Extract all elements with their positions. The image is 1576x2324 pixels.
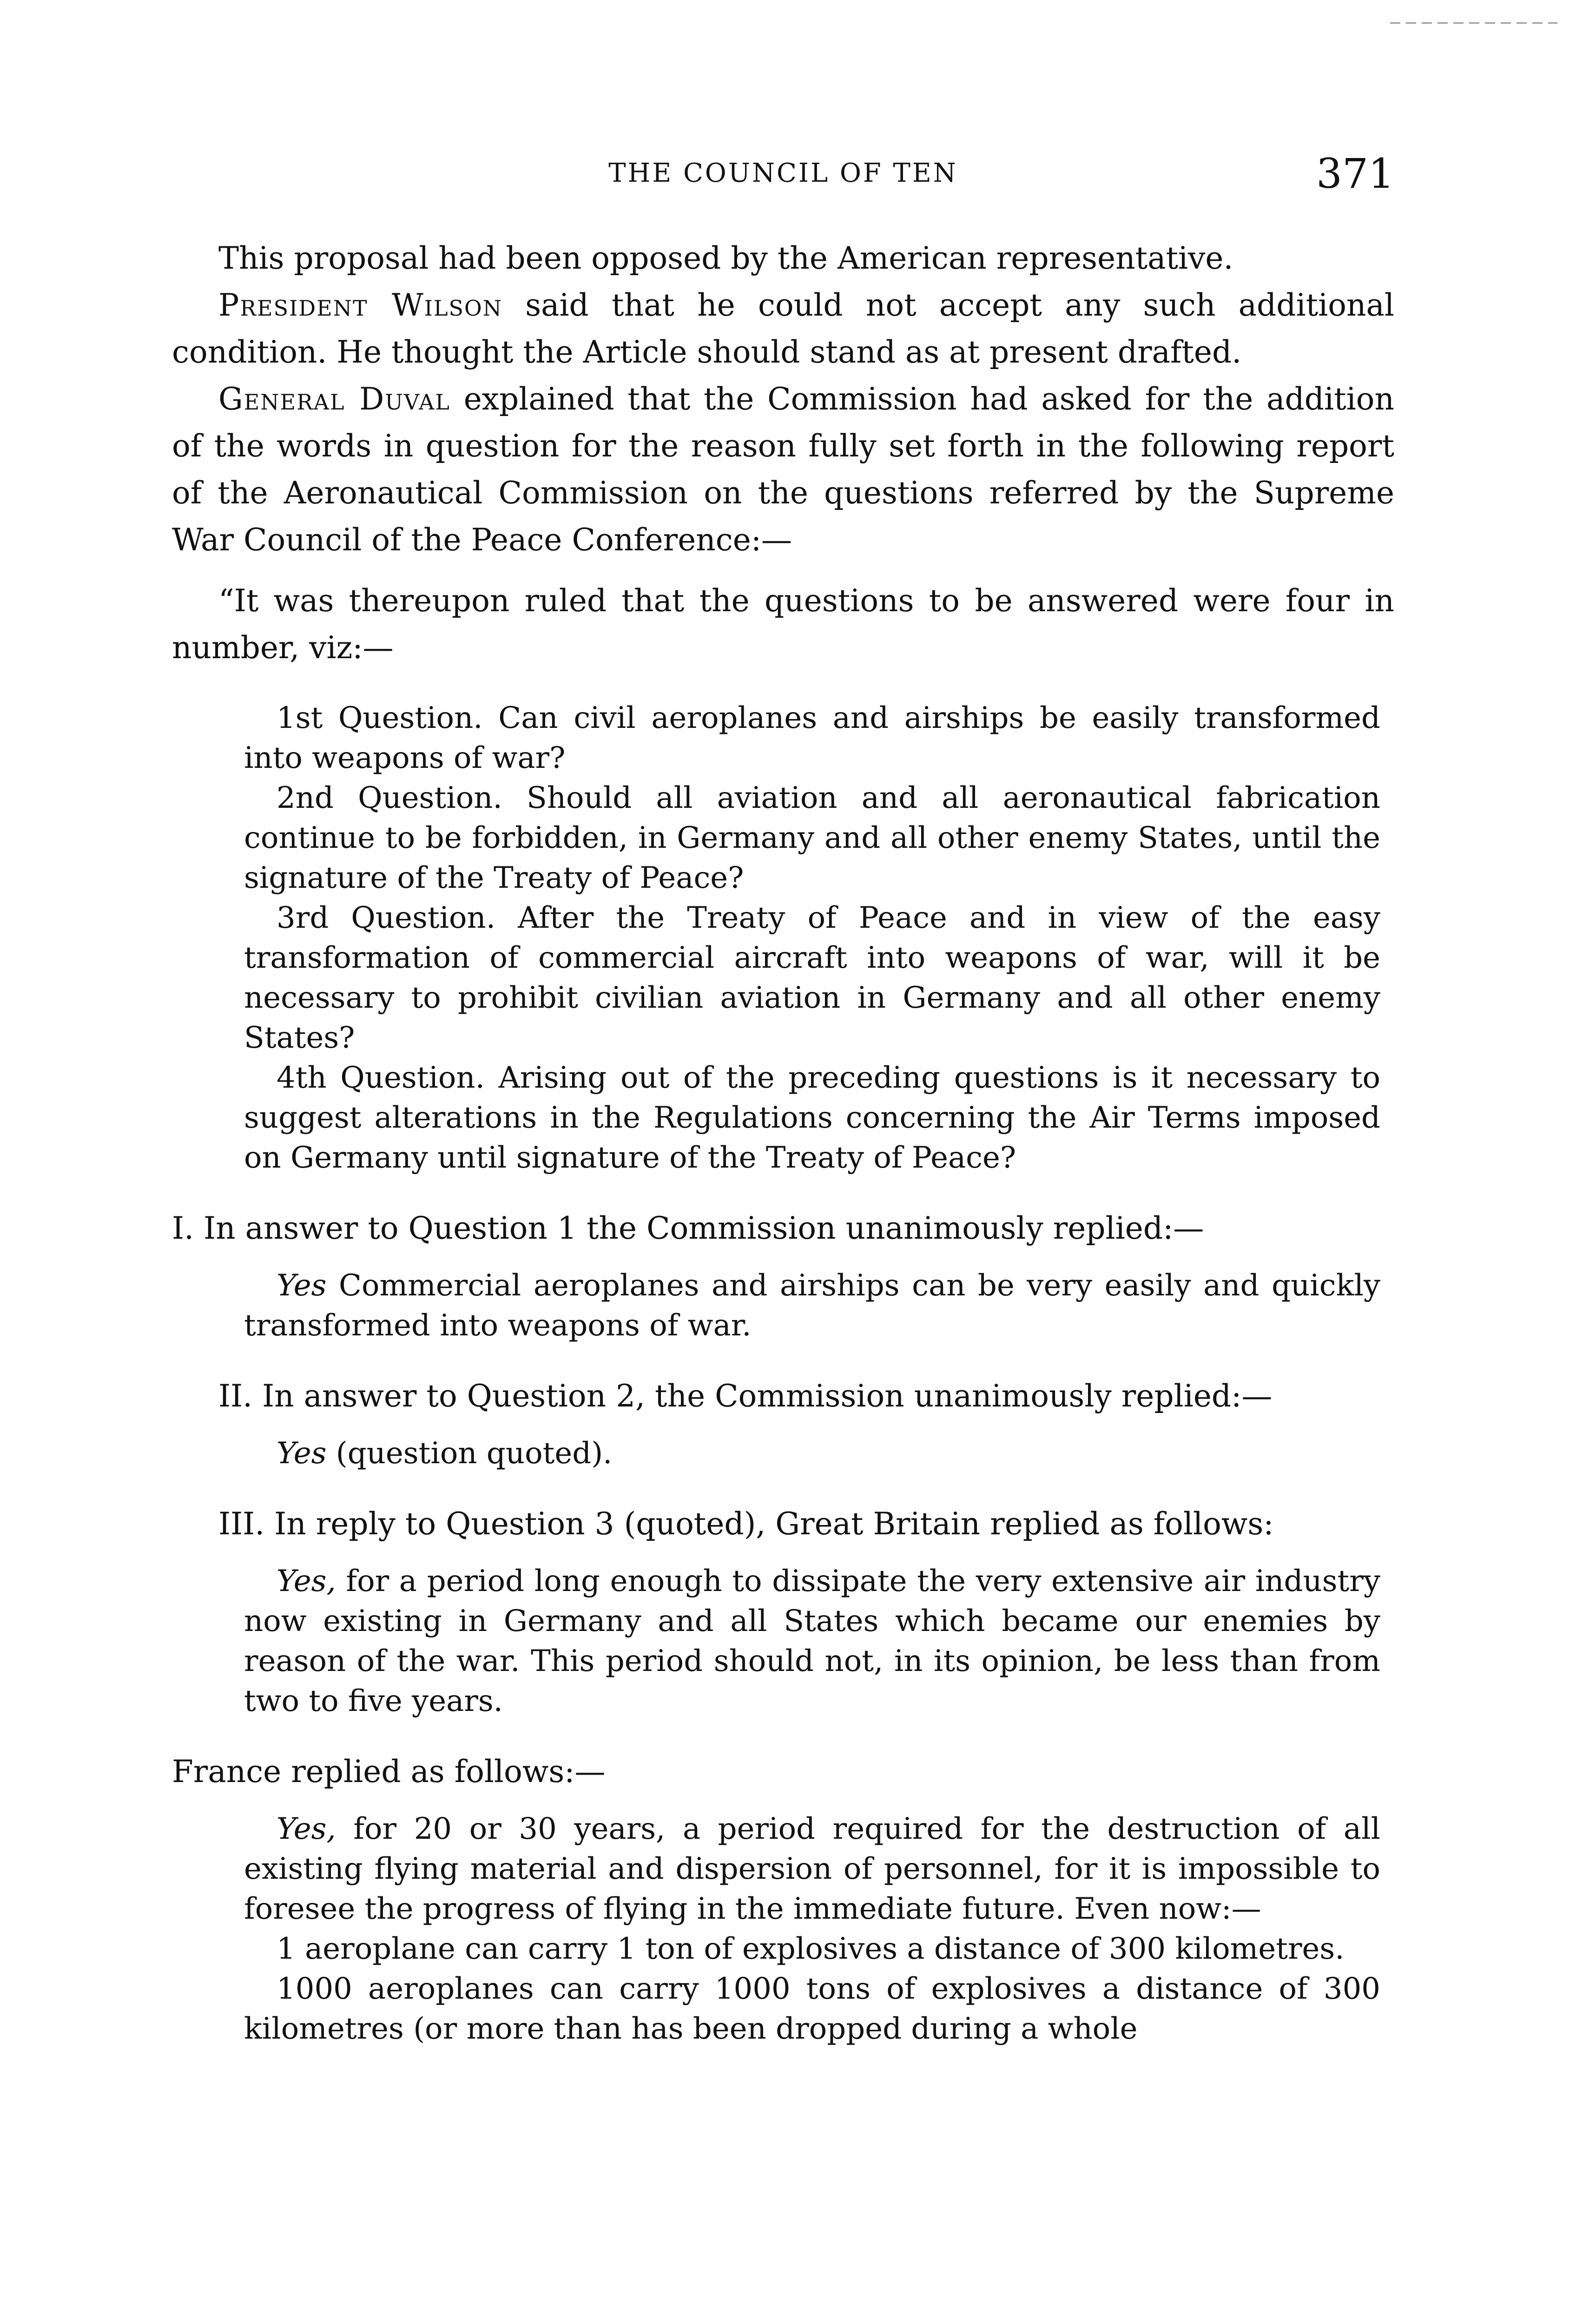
answer-1-block [244, 1266, 1380, 1346]
france-reply-text [244, 1809, 1380, 1929]
question-3: 3rd Question. After the Treaty of Peace and in view of the easy transformation of commercial aircraft into weapons of war, will it be necessary to prohibit civilian aviation in Germany and all other enemy States? [244, 901, 1380, 1055]
paragraph-proposal: This proposal had been opposed by the American representative. [218, 240, 1233, 276]
france-reply [244, 1809, 1380, 2049]
report-intro: “It was thereupon ruled that the questions to be answered were four in number, viz:— [172, 583, 1394, 666]
answer-2-heading: II. In answer to Question 2, the Commission unanimously replied:— [218, 1378, 1273, 1414]
paragraph-wilson [172, 282, 1394, 376]
answer-1-text [244, 1266, 1380, 1346]
great-britain-reply [244, 1561, 1380, 1721]
paragraph-text: explained that the Commission had asked for the addition of the words in question for the reason fully set forth in the following report of the Aeronautical Commission on the questions referred by the Supreme War Council of the Peace Conference:— [172, 381, 1394, 558]
answer-2-text [244, 1433, 1380, 1473]
page-header [172, 150, 1394, 201]
scan-edge-mark [1390, 22, 1557, 24]
question-1: 1st Question. Can civil aeroplanes and airships be easily transformed into weapons of war? [244, 701, 1380, 775]
speaker-name: General Duval [218, 381, 450, 417]
speaker-name: President Wilson [218, 287, 502, 323]
answer-text: (question quoted). [326, 1436, 613, 1471]
body-text [172, 235, 1394, 2049]
question-4: 4th Question. Arising out of the preceding questions is it necessary to suggest alterations in the Regulations concerning the Air Terms imposed on Germany until signature of the Treaty of Peace? [244, 1061, 1380, 1175]
answer-text: Commercial aeroplanes and airships can be very easily and quickly transformed into weapons of war. [244, 1268, 1380, 1343]
yes-emphasis: Yes, [277, 1812, 336, 1846]
answer-3-heading: III. In reply to Question 3 (quoted), Great Britain replied as follows: [218, 1506, 1274, 1542]
gb-reply-text [244, 1561, 1380, 1721]
yes-emphasis: Yes, [277, 1564, 336, 1598]
question-2: 2nd Question. Should all aviation and all aeronautical fabrication continue to be forbidden, in Germany and all other enemy States, until the signature of the Treaty of Peace? [244, 781, 1380, 895]
questions-block [244, 698, 1380, 1178]
france-heading: France replied as follows:— [172, 1754, 606, 1789]
reply-text: for a period long enough to dissipate the very extensive air industry now existing in Germany and all States which became our enemies by reason of the war. This period should not, in its opinion, be less than from two to five years. [244, 1564, 1380, 1718]
yes-emphasis: Yes [277, 1436, 327, 1471]
france-item-1: 1 aeroplane can carry 1 ton of explosives a distance of 300 kilometres. [277, 1932, 1345, 1966]
france-item-2: 1000 aeroplanes can carry 1000 tons of explosives a distance of 300 kilometres (or more than has been dropped during a whole [244, 1972, 1380, 2046]
reply-text: for 20 or 30 years, a period required for the destruction of all existing flying material and dispersion of personnel, for it is impossible to foresee the progress of flying in the immediate future. Even now:— [244, 1812, 1380, 1926]
paragraph-text: said that he could not accept any such additional condition. He thought the Article should stand as at present drafted. [172, 287, 1394, 370]
yes-emphasis: Yes [277, 1268, 327, 1303]
page-number: 371 [1316, 150, 1394, 198]
answer-2-block [244, 1433, 1380, 1473]
running-title: THE COUNCIL OF TEN [608, 158, 958, 188]
answer-1-heading: I. In answer to Question 1 the Commission unanimously replied:— [172, 1210, 1204, 1246]
paragraph-duval [172, 376, 1394, 563]
